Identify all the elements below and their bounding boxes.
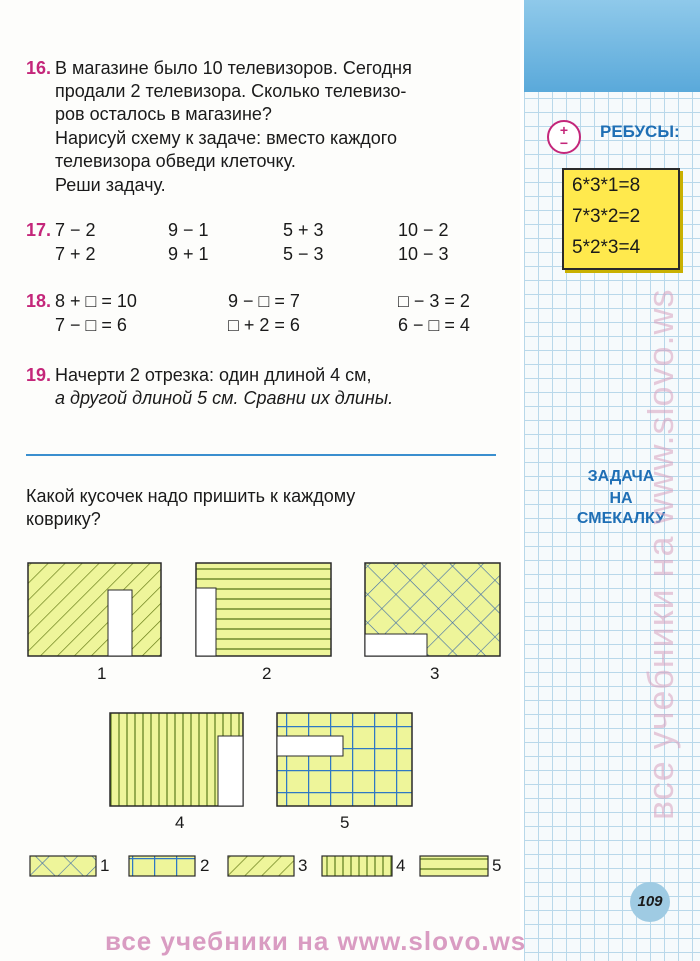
- task-16-line-5: телевизора обведи клеточку.: [55, 151, 296, 171]
- rug-3: [365, 563, 500, 656]
- plus-minus-icon: + −: [547, 120, 581, 154]
- smekalka-line-2: НА: [609, 490, 633, 507]
- puzzle-question-line-1: Какой кусочек надо пришить к каждому: [26, 486, 356, 506]
- rug-1: [28, 563, 161, 656]
- smekalka-line-3: СМЕКАЛКУ: [576, 510, 666, 527]
- piece-label-4: 4: [396, 856, 406, 875]
- task-16-line-4: Нарисуй схему к задаче: вместо каждого: [55, 128, 397, 148]
- rebus-line-3: 5*2*3=4: [572, 237, 641, 258]
- equation: □ + 2 = 6: [228, 315, 300, 335]
- piece-2: [129, 856, 195, 876]
- puzzle-question-line-2: коврику?: [26, 509, 101, 529]
- equation: 8 + □ = 10: [55, 291, 137, 311]
- task-19-line-1: Начерти 2 отрезка: один длиной 4 см,: [55, 365, 372, 385]
- task-19-line-2: а другой длиной 5 см. Сравни их длины.: [55, 388, 394, 408]
- piece-3: [228, 856, 294, 876]
- piece-label-1: 1: [100, 856, 110, 875]
- page-number: 109: [630, 882, 670, 922]
- equation: 7 − □ = 6: [55, 315, 127, 335]
- vertical-watermark: все учебники на www.slovo.ws: [640, 288, 681, 820]
- task-16-line-6: Реши задачу.: [55, 175, 166, 195]
- equation: 6 − □ = 4: [398, 315, 470, 335]
- rug-4: [110, 713, 243, 806]
- piece-5: [420, 856, 488, 876]
- task-19-number: 19.: [26, 365, 52, 385]
- expression: 9 − 1: [168, 220, 209, 240]
- task-16-line-1: В магазине было 10 телевизоров. Сегодня: [55, 58, 412, 78]
- smekalka-line-1: ЗАДАЧА: [587, 468, 655, 485]
- expression: 10 − 2: [398, 220, 449, 240]
- task-18-number: 18.: [26, 291, 52, 311]
- task-16-line-3: ров осталось в магазине?: [55, 104, 272, 124]
- rug-label-5: 5: [340, 813, 350, 832]
- equation: □ − 3 = 2: [398, 291, 470, 311]
- piece-4: [322, 856, 392, 876]
- expression: 5 − 3: [283, 244, 324, 264]
- expression: 7 − 2: [55, 220, 96, 240]
- piece-label-5: 5: [492, 856, 502, 875]
- task-16-line-2: продали 2 телевизора. Сколько телевизо-: [55, 81, 407, 101]
- rebus-box: [562, 168, 680, 270]
- rug-label-1: 1: [97, 664, 107, 683]
- piece-1: [30, 856, 96, 876]
- expression: 9 + 1: [168, 244, 209, 264]
- task-16-number: 16.: [26, 58, 52, 78]
- piece-label-2: 2: [200, 856, 210, 875]
- expression: 10 − 3: [398, 244, 449, 264]
- bottom-watermark: все учебники на www.slovo.ws: [105, 926, 527, 956]
- rug-2: [196, 563, 331, 656]
- expression: 7 + 2: [55, 244, 96, 264]
- piece-label-3: 3: [298, 856, 308, 875]
- rug-label-3: 3: [430, 664, 440, 683]
- rug-label-2: 2: [262, 664, 272, 683]
- rebus-line-1: 6*3*1=8: [572, 175, 641, 196]
- rug-label-4: 4: [175, 813, 185, 832]
- rebus-line-2: 7*3*2=2: [572, 206, 641, 227]
- rebus-title: РЕБУСЫ:: [600, 122, 680, 141]
- expression: 5 + 3: [283, 220, 324, 240]
- rug-5: [277, 713, 412, 806]
- equation: 9 − □ = 7: [228, 291, 300, 311]
- task-17-number: 17.: [26, 220, 52, 240]
